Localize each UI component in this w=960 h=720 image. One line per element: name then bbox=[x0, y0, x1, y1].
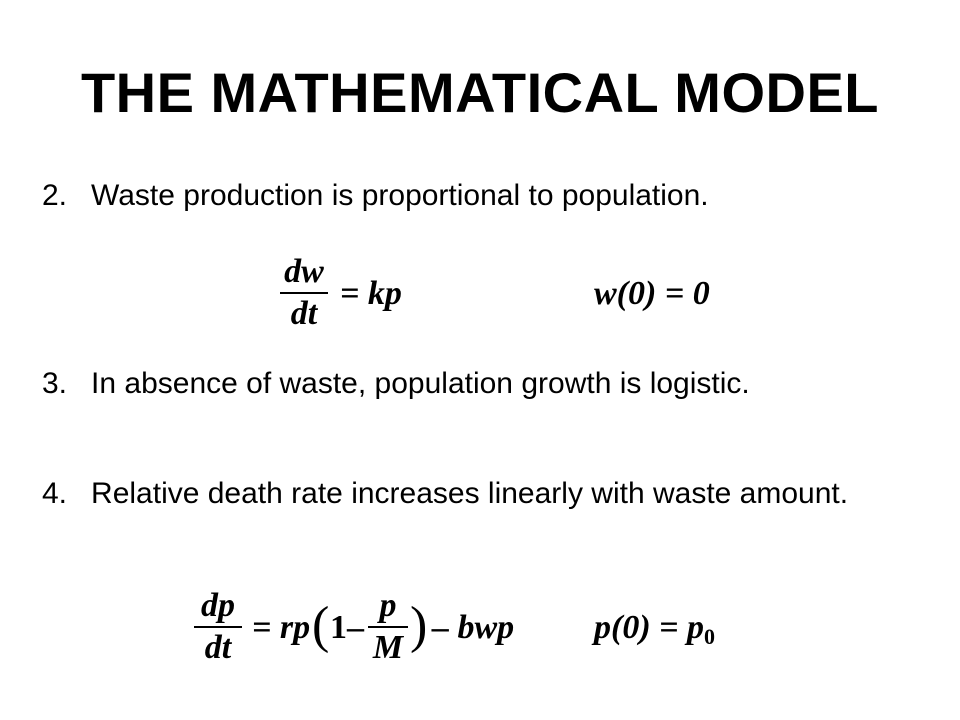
fraction-denominator: M bbox=[372, 629, 404, 666]
point-text: In absence of waste, population growth is logistic. bbox=[91, 367, 750, 400]
fraction-numerator: dw bbox=[284, 253, 324, 290]
initial-condition-p bbox=[594, 608, 715, 657]
point-text: Relative death rate increases linearly with waste amount. bbox=[91, 477, 849, 510]
fraction-numerator: p bbox=[379, 587, 397, 624]
subscript-zero: 0 bbox=[704, 624, 716, 649]
fraction-numerator: dp bbox=[201, 587, 235, 624]
equation-rhs-prefix: = rp bbox=[252, 609, 311, 646]
right-parenthesis: ) bbox=[410, 597, 428, 654]
initial-condition-w: w(0) = 0 bbox=[594, 275, 710, 312]
slide-title: THE MATHEMATICAL MODEL bbox=[80, 61, 880, 124]
equation-rhs: = kp bbox=[340, 275, 402, 312]
point-text: Waste production is proportional to population. bbox=[91, 179, 709, 212]
point-4 bbox=[42, 474, 862, 514]
fraction-denominator: dt bbox=[290, 295, 318, 332]
point-number: 2. bbox=[42, 179, 68, 212]
fraction-dp-dt bbox=[190, 586, 246, 668]
fraction-denominator: dt bbox=[204, 629, 232, 666]
left-parenthesis: ( bbox=[312, 597, 330, 654]
fraction-p-M bbox=[366, 586, 410, 668]
point-2 bbox=[42, 176, 862, 216]
initial-condition-text: p(0) = p bbox=[594, 609, 705, 646]
point-number: 3. bbox=[42, 367, 68, 400]
fraction-dw-dt bbox=[276, 252, 332, 334]
point-number: 4. bbox=[42, 477, 68, 510]
one-minus: 1– bbox=[330, 609, 364, 646]
point-3 bbox=[42, 364, 862, 404]
equation-rhs-suffix: – bwp bbox=[432, 609, 515, 646]
